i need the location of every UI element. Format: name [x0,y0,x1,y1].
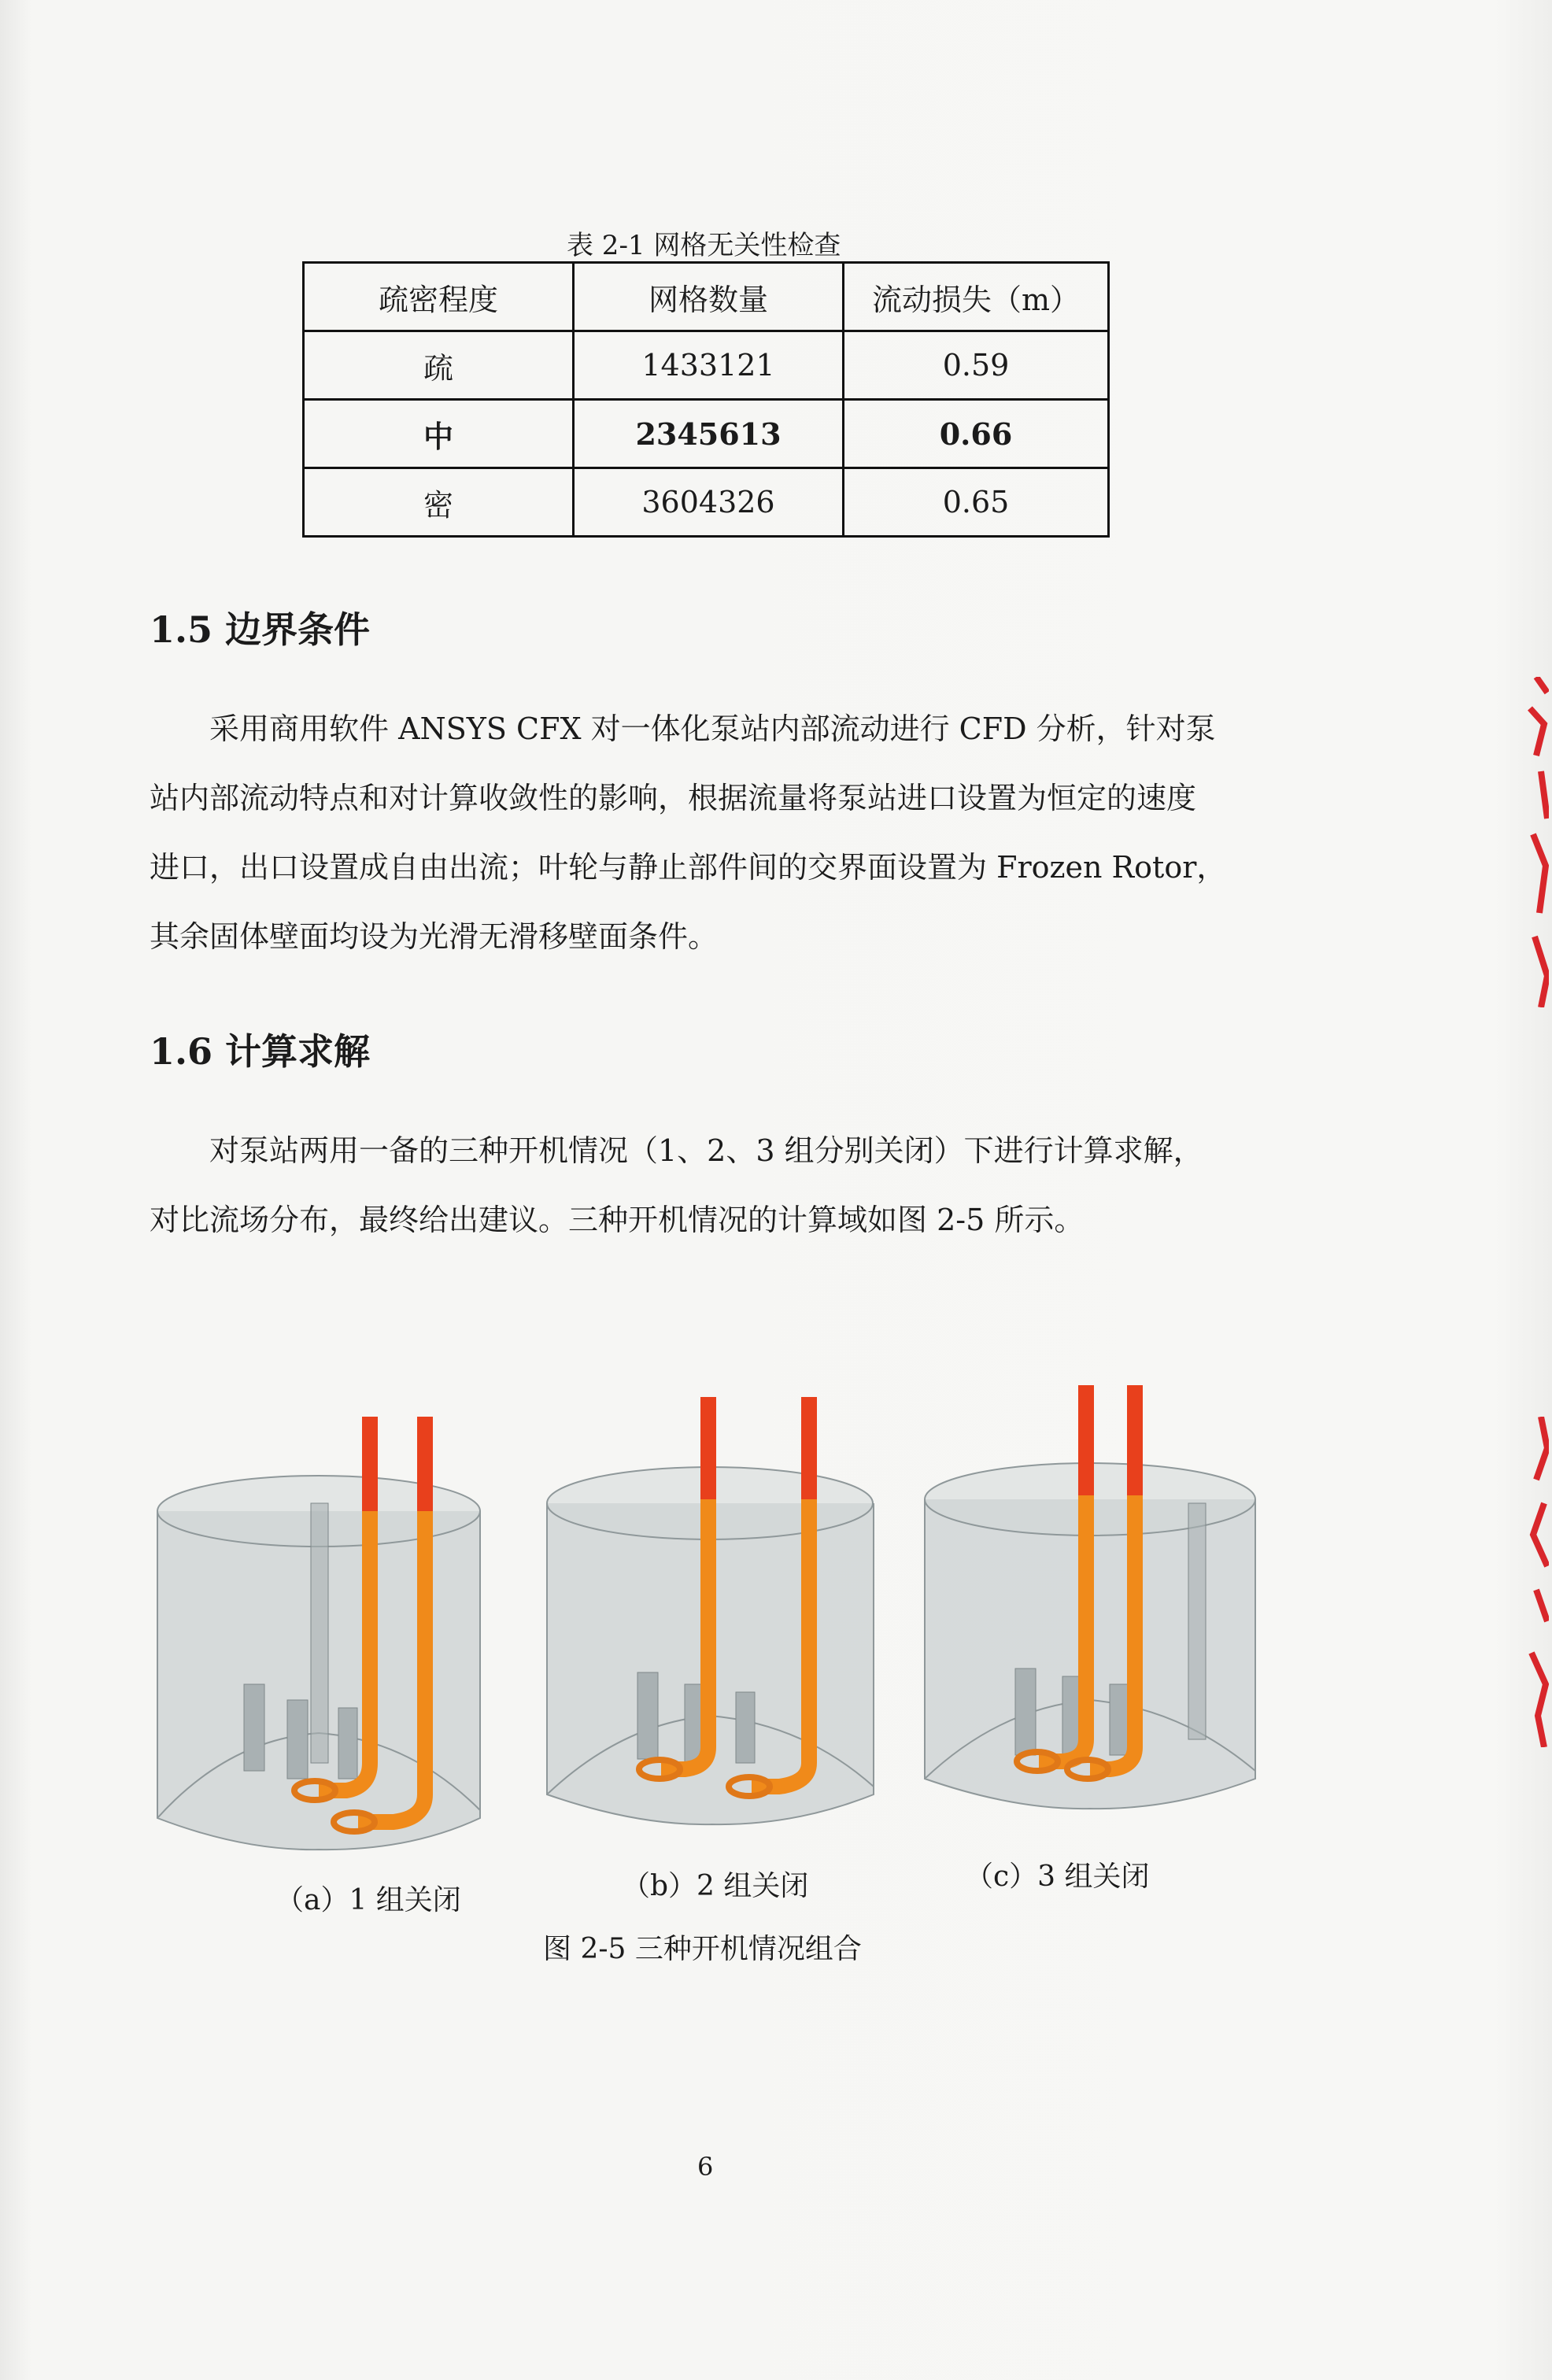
table-header-cell: 疏密程度 [304,263,574,331]
table-cell: 0.59 [844,331,1109,400]
table-cell: 中 [304,400,574,468]
table-cell: 3604326 [574,468,844,537]
table-header-row [304,263,1109,331]
table-cell: 2345613 [574,400,844,468]
pump-station-model-b [543,1369,889,1842]
paragraph-line: 采用商用软件 ANSYS CFX 对一体化泵站内部流动进行 CFD 分析，针对泵 [209,711,1216,746]
section-heading: 1.5 边界条件 [150,608,371,651]
table-header-cell: 流动损失（m） [844,263,1109,331]
paragraph-line: 其余固体壁面均设为光滑无滑移壁面条件。 [150,919,719,954]
table-caption: 表 2-1 网格无关性检查 [567,230,841,261]
table-row [304,400,1109,468]
subfigure-caption: （c）3 组关闭 [965,1861,1150,1893]
table-row [304,468,1109,537]
table-cell: 疏 [304,331,574,400]
table-cell: 密 [304,468,574,537]
figure-caption: 图 2-5 三种开机情况组合 [543,1933,862,1965]
paragraph-line: 对泵站两用一备的三种开机情况（1、2、3 组分别关闭）下进行计算求解， [209,1133,1203,1168]
table-header-cell: 网格数量 [574,263,844,331]
section-paragraph [150,694,1267,971]
page-number: 6 [697,2152,714,2182]
table-row [304,331,1109,400]
pump-station-model-a [150,1369,512,1857]
table-cell: 1433121 [574,331,844,400]
mesh-independence-table [302,261,1110,538]
paragraph-line: 进口，出口设置成自由出流；叶轮与静止部件间的交界面设置为 Frozen Rotor， [150,850,1227,885]
paragraph-line: 对比流场分布，最终给出建议。三种开机情况的计算域如图 2-5 所示。 [150,1203,1085,1237]
pump-station-model-c [921,1369,1267,1842]
paragraph-line: 站内部流动特点和对计算收敛性的影响，根据流量将泵站进口设置为恒定的速度 [150,781,1197,815]
seal-stamp-fragment [1513,677,1549,1007]
table-cell: 0.66 [844,400,1109,468]
subfigure-caption: （b）2 组关闭 [622,1870,809,1902]
section-paragraph [150,1116,1267,1255]
table-cell: 0.65 [844,468,1109,537]
section-heading: 1.6 计算求解 [150,1030,371,1073]
subfigure-caption: （a）1 组关闭 [275,1884,461,1916]
seal-stamp-fragment [1513,1417,1549,1747]
